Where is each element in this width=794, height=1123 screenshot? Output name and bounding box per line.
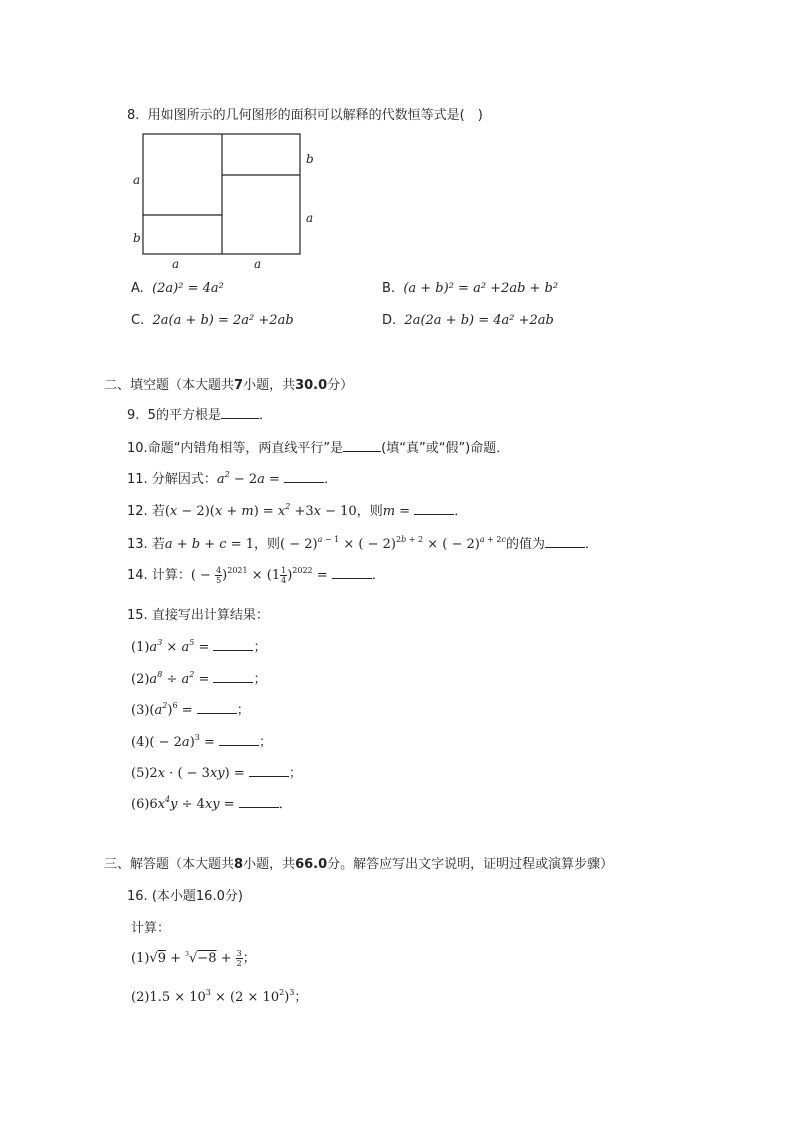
question-15-stem: 15. 直接写出计算结果： xyxy=(127,608,269,623)
q15-item-1: $(1)a^3 \times a^5$ = ； xyxy=(131,638,267,655)
option-c: C. 2a(a + b) = 2a² +2ab xyxy=(131,313,294,328)
question-14: 14. 计算：( − $\frac{4}{5}$ )$^{2021}$ × (1 $\frac{1}{4}$ )$^{2022}$ = ． xyxy=(127,566,385,585)
answer-blank xyxy=(414,502,454,515)
answer-blank xyxy=(545,535,585,548)
question-11: 11. 分解因式：$a^2 - 2a$ = ． xyxy=(127,470,338,487)
label-a-left: a xyxy=(133,173,141,187)
q15-item-5: (5)2x · ( − 3xy) = ； xyxy=(131,766,302,781)
q15-item-4: $(4)( - 2a)^3$ = ； xyxy=(131,733,273,750)
option-a: A. (2a)² = 4a² xyxy=(131,281,224,296)
area-diagram xyxy=(125,128,315,273)
label-b-left: b xyxy=(133,231,141,245)
answer-blank xyxy=(284,470,324,483)
section-2-title: 二、填空题（本大题共7小题，共30.0分） xyxy=(104,378,354,393)
question-13: 13. 若a + b + c = 1，则( − 2)$^{a - 1}$ × ( − 2)$^{2b + 2}$ × ( − 2)$^{a + 2c}$的值为 ． xyxy=(127,535,599,552)
q16-item-2: $(2)1.5 \times 10^3 \times (2 \times 10^2)^3$； xyxy=(131,988,308,1005)
question-16-stem: 计算： xyxy=(131,921,171,936)
question-16-header: 16. (本小题16.0分) xyxy=(127,889,243,904)
option-d: D. 2a(2a + b) = 4a² +2ab xyxy=(382,313,554,328)
question-9: 9. 5的平方根是 ． xyxy=(127,408,272,423)
q16-item-1: (1)√9 + $^3$√−8 + $\frac{3}{2}$ ； xyxy=(131,949,256,968)
label-b-right: b xyxy=(306,152,314,166)
q15-item-2: $(2)a^8 \div a^2$ = ； xyxy=(131,670,267,687)
question-8-stem: 8. 用如图所示的几何图形的面积可以解释的代数恒等式是( ) xyxy=(127,108,483,123)
question-12: 12. 若$(x - 2)(x + m) = x^2 +3x - 10$，则m = ． xyxy=(127,502,468,519)
option-b: B. (a + b)² = a² +2ab + b² xyxy=(382,281,559,296)
label-a-bottom-2: a xyxy=(254,257,262,271)
q15-item-6: $(6)6x^4y \div 4xy$ = ． xyxy=(131,795,292,812)
label-a-bottom-1: a xyxy=(172,257,180,271)
answer-blank xyxy=(332,566,372,579)
answer-blank xyxy=(343,439,381,452)
answer-blank xyxy=(221,406,259,419)
question-10: 10.命题“内错角相等，两直线平行”是 (填“真”或“假”)命题． xyxy=(127,441,510,456)
label-a-right: a xyxy=(306,211,314,225)
section-3-title: 三、解答题（本大题共8小题，共66.0分。解答应写出文字说明，证明过程或演算步骤） xyxy=(104,857,614,872)
q15-item-3: $(3)(a^2)^6$ = ； xyxy=(131,701,250,718)
